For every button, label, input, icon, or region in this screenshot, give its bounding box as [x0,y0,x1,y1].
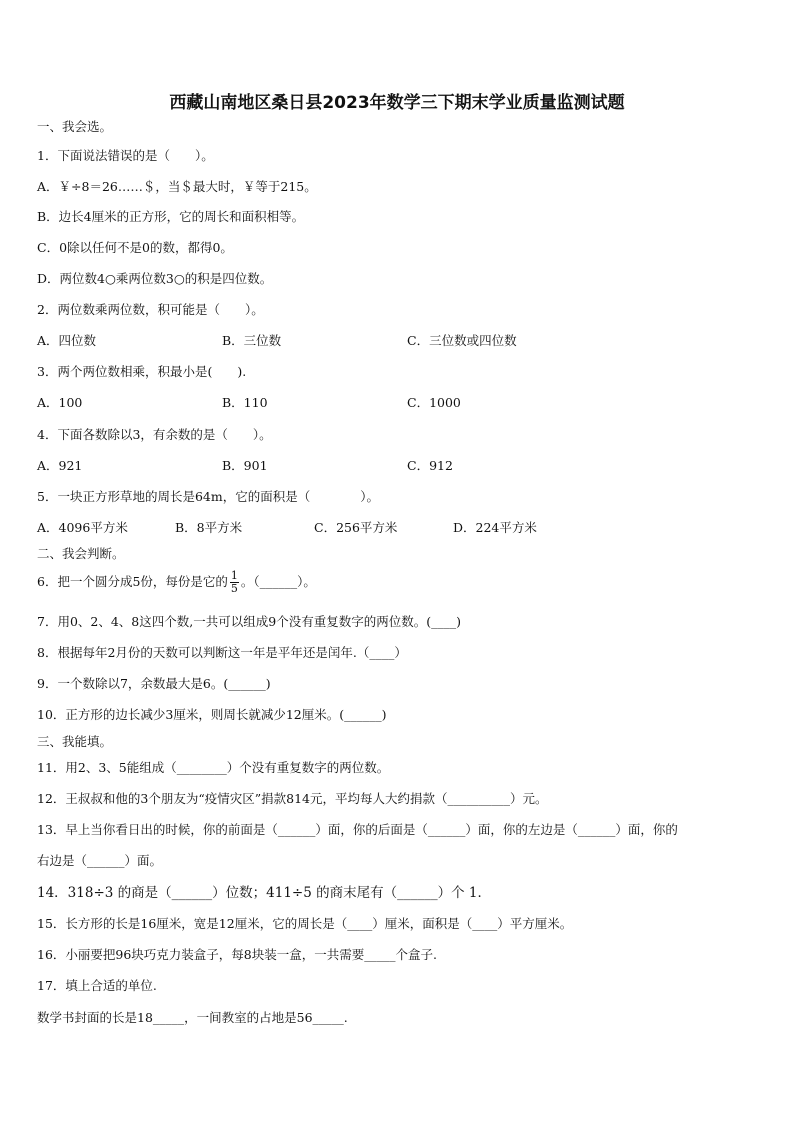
question-1-option-b: B．边长4厘米的正方形，它的周长和面积相等。 [37,209,305,224]
fraction-numerator: 1 [230,569,238,582]
question-4-option-c: C．912 [407,458,453,473]
question-13-line-2: 右边是（______）面。 [37,853,163,868]
question-2-option-c: C．三位数或四位数 [407,333,517,348]
question-2-option-a: A．四位数 [37,333,97,348]
question-5-option-b: B．8平方米 [175,520,243,535]
question-2-option-b: B．三位数 [222,333,282,348]
question-14: 14．318÷3 的商是（______）位数；411÷5 的商末尾有（______）个 1． [37,885,491,901]
question-4-option-a: A．921 [37,458,83,473]
question-4-option-b: B．901 [222,458,268,473]
page-title: 西藏山南地区桑日县2023年数学三下期末学业质量监测试题 [169,93,625,113]
fraction-denominator: 5 [230,582,238,595]
question-4-stem: 4．下面各数除以3，有余数的是（ ）。 [37,427,272,442]
question-2-stem: 2．两位数乘两位数，积可能是（ ）。 [37,302,264,317]
question-6-blank: 。（______）。 [240,574,316,589]
question-11: 11．用2、3、5能组成（________）个没有重复数字的两位数。 [37,760,390,775]
question-3-option-a: A．100 [37,395,83,410]
section-heading-2: 二、我会判断。 [37,546,125,561]
question-5-stem: 5．一块正方形草地的周长是64m，它的面积是（ ）。 [37,489,379,504]
section-heading-1: 一、我会选。 [37,119,113,134]
question-12: 12．王叔叔和他的3个朋友为“疫情灾区”捐款814元，平均每人大约捐款（__________）元。 [37,791,548,806]
question-8: 8．根据每年2月份的天数可以判断这一年是平年还是闰年.（____） [37,645,407,660]
section-heading-3: 三、我能填。 [37,734,113,749]
question-17-line-2: 数学书封面的长是18_____，一间教室的占地是56_____. [37,1010,348,1025]
question-1-stem: 1．下面说法错误的是（ ）。 [37,148,214,163]
question-6 [37,570,316,595]
fraction-one-fifth [230,570,239,595]
question-9: 9．一个数除以7，余数最大是6。(______) [37,676,271,691]
question-5-option-c: C．256平方米 [314,520,398,535]
question-15: 15．长方形的长是16厘米，宽是12厘米，它的周长是（____）厘米，面积是（____）平方厘米。 [37,916,573,931]
question-13-line-1: 13．早上当你看日出的时候，你的前面是（______）面，你的后面是（______）面，你的左边是（______）面，你的 [37,822,678,837]
question-1-option-a: A．￥÷8＝26……＄，当＄最大时，￥等于215。 [37,179,317,194]
question-10: 10．正方形的边长减少3厘米，则周长就减少12厘米。(______) [37,707,387,722]
question-1-option-c: C．0除以任何不是0的数，都得0。 [37,240,233,255]
question-7: 7．用0、2、4、8这四个数,一共可以组成9个没有重复数字的两位数。(____) [37,614,461,629]
question-3-option-c: C．1000 [407,395,461,410]
question-5-option-a: A．4096平方米 [37,520,128,535]
question-16: 16．小丽要把96块巧克力装盒子，每8块装一盒，一共需要_____个盒子. [37,947,437,962]
question-3-option-b: B．110 [222,395,268,410]
question-17: 17．填上合适的单位. [37,978,157,993]
question-1-option-d: D．两位数4○乘两位数3○的积是四位数。 [37,271,273,286]
question-6-text: 6．把一个圆分成5份，每份是它的 [37,574,228,589]
question-3-stem: 3．两个两位数相乘，积最小是( ). [37,364,247,379]
question-5-option-d: D．224平方米 [453,520,537,535]
